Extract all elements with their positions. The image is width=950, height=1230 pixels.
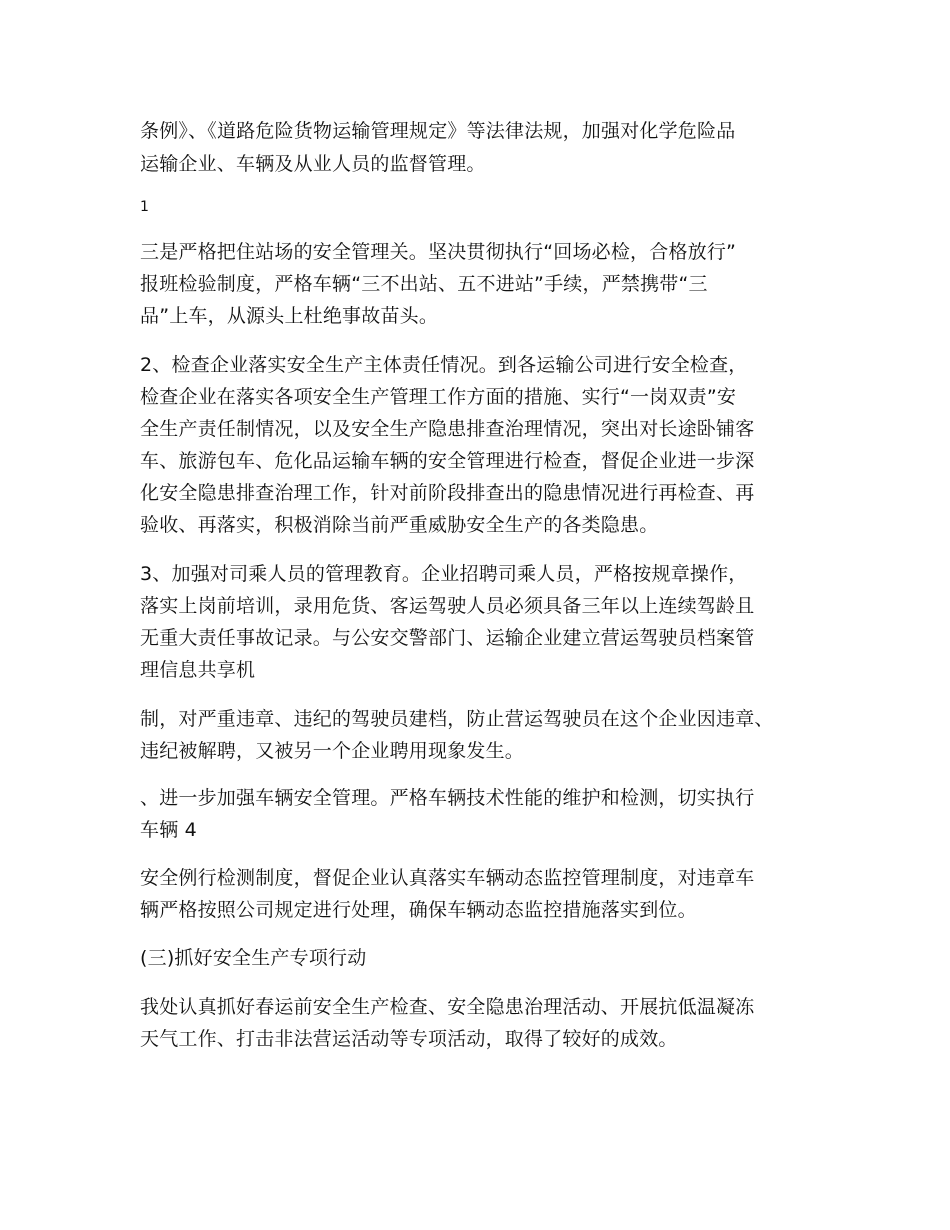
text-line: 运输企业、车辆及从业人员的监督管理。 bbox=[140, 153, 486, 175]
text-line: 全生产责任制情况，以及安全生产隐患排查治理情况，突出对长途卧铺客 bbox=[140, 418, 755, 440]
text-line: 车辆 4 bbox=[140, 819, 197, 841]
text-line: 检查企业在落实各项安全生产管理工作方面的措施、实行“一岗双责”安 bbox=[140, 386, 737, 408]
text-line: 条例》、《道路危险货物运输管理规定》等法律法规，加强对化学危险品 bbox=[140, 120, 736, 142]
text-line: 我处认真抓好春运前安全生产检查、安全隐患治理活动、开展抗低温凝冻 bbox=[140, 996, 755, 1018]
text-line: 化安全隐患排查治理工作，针对前阶段排查出的隐患情况进行再检查、再 bbox=[140, 482, 755, 504]
text-line: 车、旅游包车、危化品运输车辆的安全管理进行检查，督促企业进一步深 bbox=[140, 450, 755, 472]
text-line: 理信息共享机 bbox=[140, 659, 256, 681]
text-line: 报班检验制度，严格车辆“三不出站、五不进站”手续，严禁携带“三 bbox=[140, 273, 708, 295]
text-line: 违纪被解聘，又被另一个企业聘用现象发生。 bbox=[140, 740, 525, 762]
text-line: 天气工作、打击非法营运活动等专项活动，取得了较好的成效。 bbox=[140, 1028, 678, 1050]
text-line: 2、检查企业落实安全生产主体责任情况。到各运输公司进行安全检查， bbox=[140, 354, 748, 376]
text-line: 验收、再落实，积极消除当前严重威胁安全生产的各类隐患。 bbox=[140, 514, 659, 536]
text-line: 、进一步加强车辆安全管理。严格车辆技术性能的维护和检测，切实执行 bbox=[140, 787, 755, 809]
text-line: 3、加强对司乘人员的管理教育。企业招聘司乘人员，严格按规章操作， bbox=[140, 563, 748, 585]
text-line: 安全例行检测制度，督促企业认真落实车辆动态监控管理制度，对违章车 bbox=[140, 867, 755, 889]
text-line: 制，对严重违章、违纪的驾驶员建档，防止营运驾驶员在这个企业因违章、 bbox=[140, 708, 774, 730]
text-line: 三是严格把住站场的安全管理关。坚决贯彻执行“回场必检，合格放行” bbox=[140, 241, 737, 263]
text-line: 品”上车，从源头上杜绝事故苗头。 bbox=[140, 305, 439, 327]
text-line: 辆严格按照公司规定进行处理，确保车辆动态监控措施落实到位。 bbox=[140, 899, 697, 921]
section-heading: (三)抓好安全生产专项行动 bbox=[140, 947, 367, 969]
page-number-marker: 1 bbox=[140, 199, 150, 215]
text-line: 无重大责任事故记录。与公安交警部门、运输企业建立营运驾驶员档案管 bbox=[140, 627, 755, 649]
text-line: 落实上岗前培训，录用危货、客运驾驶人员必须具备三年以上连续驾龄且 bbox=[140, 595, 755, 617]
